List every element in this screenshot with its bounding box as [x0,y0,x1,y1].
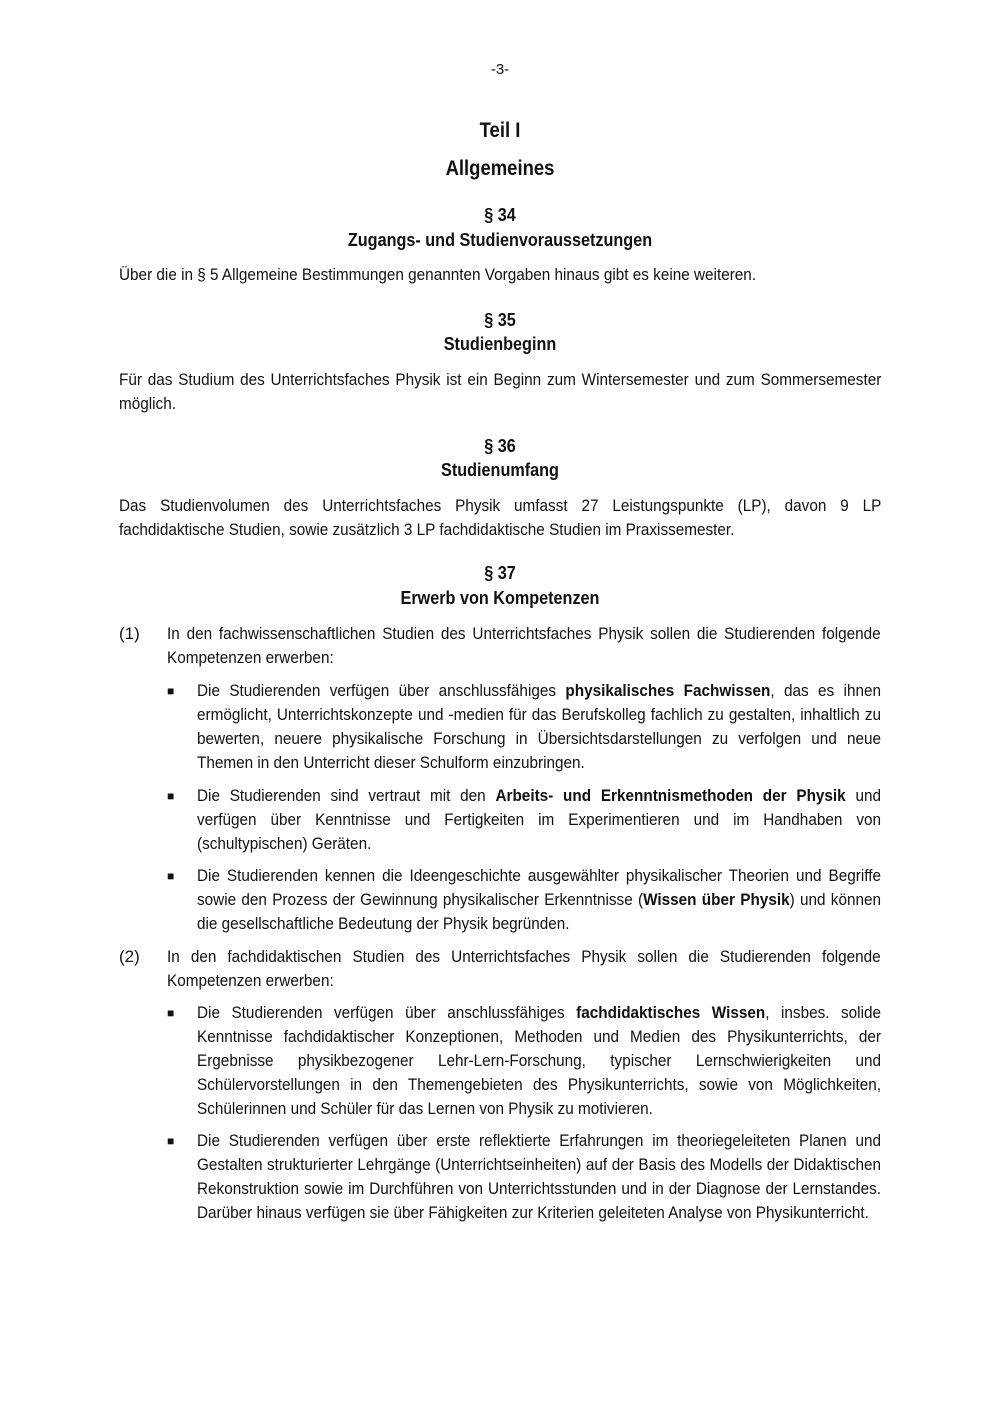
list-item: Die Studierenden verfügen über anschlussfähiges fachdidaktisches Wissen, insbes. solide Kenntnisse fachdidaktischer Konzeptionen, Methoden und Medien des Physikunterrichts, der Ergebnisse physikbezogener Lehr-Lern-Forschung, typischer Lernschwierigkeiten und Schülervorstellungen in den Themengebieten des Physikunterrichts, sowie von Möglichkeiten, Schülerinnen und Schüler für das Lernen von Physik zu motivieren. [197,1003,882,1118]
section-37-number: § 37 [484,563,516,583]
part-subtitle: Allgemeines [445,157,555,180]
section-35-number: § 35 [484,310,516,330]
section-35-text: Für das Studium des Unterrichtsfaches Physik ist ein Beginn zum Wintersemester und zum Sommersemester möglich. [119,370,882,413]
section-34-number: § 34 [484,205,516,225]
bullet-icon: ■ [167,684,175,698]
list-item: Die Studierenden sind vertraut mit den Arbeits- und Erkenntnismethoden der Physik und verfügen über Kenntnisse und Fertigkeiten im Experimentieren und im Handhaben von (schultypischen) Geräten. [197,786,882,853]
paragraph-2-label: (2) [119,947,140,966]
section-35-title: Studienbeginn [443,334,557,354]
section-36-title: Studienumfang [441,460,559,480]
list-item: Die Studierenden verfügen über erste reflektierte Erfahrungen im theoriegeleiteten Planen und Gestalten strukturierter Lehrgänge (Unterrichtseinheiten) auf der Basis des Modells der Didaktischen Rekonstruktion sowie im Durchführen von Unterrichtsstunden und in der Diagnose der Lernstandes. Darüber hinaus verfügen sie über Fähigkeiten zur Kriterien geleiteten Analyse von Physikunterricht. [197,1131,881,1222]
section-36-number: § 36 [484,436,516,456]
section-37-title: Erwerb von Kompetenzen [400,588,600,608]
page-number: -3- [490,61,510,78]
paragraph-2-text: In den fachdidaktischen Studien des Unterrichtsfaches Physik sollen die Studierenden folgende Kompetenzen erwerben: [167,947,881,990]
bullet-icon: ■ [167,869,175,883]
bullet-icon: ■ [167,1134,175,1148]
bullet-icon: ■ [167,1006,175,1020]
section-36-text: Das Studienvolumen des Unterrichtsfaches Physik umfasst 27 Leistungspunkte (LP), davon 9 LP fachdidaktische Studien, sowie zusätzlich 3 LP fachdidaktische Studien im Praxissemester. [119,496,882,539]
list-item: Die Studierenden verfügen über anschlussfähiges physikalisches Fachwissen, das es ihnen ermöglicht, Unterrichtskonzepte und -medien für das Berufskolleg fachlich zu gestalten, inhaltlich zu bewerten, neuere physikalische Forschung in Übersichtsdarstellungen zu verfolgen und neue Themen in den Unterricht dieser Schulform einzubringen. [197,681,881,772]
paragraph-1-label: (1) [119,624,140,643]
paragraph-1-text: In den fachwissenschaftlichen Studien des Unterrichtsfaches Physik sollen die Studierenden folgende Kompetenzen erwerben: [167,624,881,667]
part-title: Teil I [479,119,521,142]
list-item: Die Studierenden kennen die Ideengeschichte ausgewählter physikalischer Theorien und Begriffe sowie den Prozess der Gewinnung physikalischer Erkenntnisse (Wissen über Physik) und können die gesellschaftliche Bedeutung der Physik begründen. [197,866,881,933]
section-34-text: Über die in § 5 Allgemeine Bestimmungen genannten Vorgaben hinaus gibt es keine weiteren. [119,265,757,284]
bullet-icon: ■ [167,789,175,803]
section-34-title: Zugangs- und Studienvoraussetzungen [347,230,653,250]
